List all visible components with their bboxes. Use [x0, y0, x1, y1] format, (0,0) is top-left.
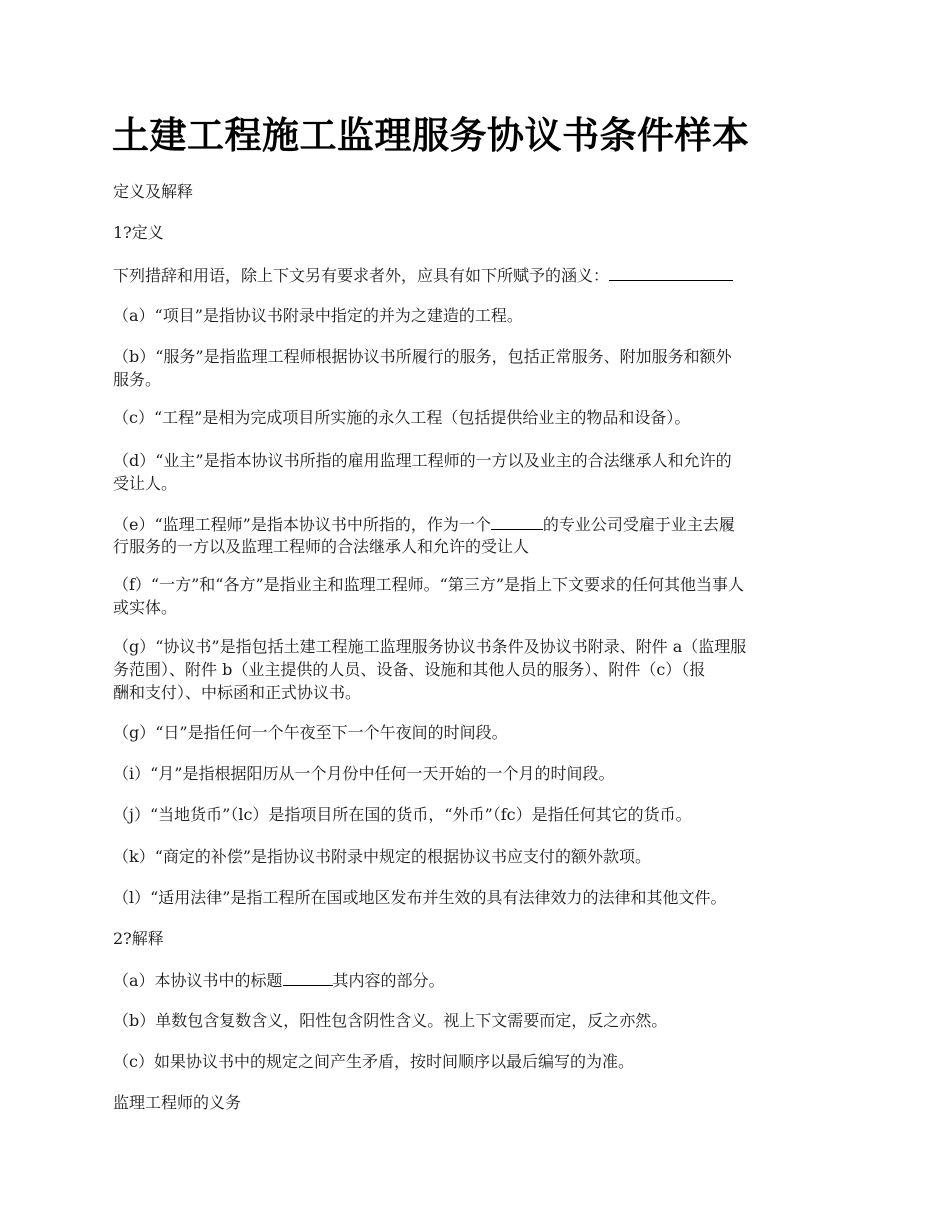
definition-g-line-2: 务范围）、附件 b（业主提供的人员、设备、设施和其他人员的服务）、附件（c）（报: [113, 660, 706, 679]
document-title: 土建工程施工监理服务协议书条件样本: [112, 114, 750, 157]
definition-a: （a）“项目”是指协议书附录中指定的并为之建造的工程。: [113, 306, 523, 325]
interpretation-b: （b）单数包含复数含义，阳性包含阴性含义。视上下文需要而定，反之亦然。: [113, 1011, 668, 1030]
interpretation-c: （c）如果协议书中的规定之间产生矛盾，按时间顺序以最后编写的为准。: [113, 1052, 634, 1071]
interpretation-a-text-start: （a）本协议书中的标题: [113, 971, 283, 990]
definition-b-line-2: 服务。: [113, 370, 162, 389]
definition-b-line-1: （b）“服务”是指监理工程师根据协议书所履行的服务，包括正常服务、附加服务和额外: [113, 347, 732, 366]
definition-i: （i）“月”是指根据阳历从一个月份中任何一天开始的一个月的时间段。: [113, 764, 615, 783]
paragraph-intro: [113, 263, 833, 287]
fill-in-blank: [491, 512, 543, 530]
section-heading-definitions-and-interpretation: 定义及解释: [113, 182, 194, 201]
definition-day: （g）“日”是指任何一个午夜至下一个午夜间的时间段。: [113, 723, 508, 742]
definition-e-line-1: [113, 512, 833, 536]
definition-e-text-end: 的专业公司受雇于业主去履: [542, 515, 735, 534]
definition-k: （k）“商定的补偿”是指协议书附录中规定的根据协议书应支付的额外款项。: [113, 847, 652, 866]
interpretation-a: [113, 968, 833, 992]
definition-d-line-2: 受让人。: [113, 474, 178, 493]
definition-d-line-1: （d）“业主”是指本协议书所指的雇用监理工程师的一方以及业主的合法继承人和允许的: [113, 451, 732, 470]
definition-l: （l）“适用法律”是指工程所在国或地区发布并生效的具有法律效力的法律和其他文件。: [113, 888, 727, 907]
definition-c: （c）“工程”是相为完成项目所实施的永久工程（包括提供给业主的物品和设备）。: [113, 408, 691, 427]
fill-in-blank: [283, 968, 333, 986]
subsection-heading-definitions: 1?定义: [113, 223, 164, 242]
paragraph-intro-text: 下列措辞和用语，除上下文另有要求者外，应具有如下所赋予的涵义：: [113, 266, 610, 285]
definition-g-line-3: 酬和支付）、中标函和正式协议书。: [113, 683, 362, 702]
fill-in-blank: [609, 263, 733, 281]
section-heading-engineer-duties: 监理工程师的义务: [113, 1093, 242, 1112]
definition-f-line-2: 或实体。: [113, 598, 178, 617]
definition-e-line-2: 行服务的一方以及监理工程师的合法继承人和允许的受让人: [113, 537, 530, 556]
definition-f-line-1: （f）“一方”和“各方”是指业主和监理工程师。“第三方”是指上下文要求的任何其他当事人: [113, 575, 745, 594]
definition-j: （j）“当地货币”（lc）是指项目所在国的货币，“外币”（fc）是指任何其它的货币。: [113, 805, 692, 824]
subsection-heading-interpretation: 2?解释: [113, 929, 164, 948]
definition-e-text-start: （e）“监理工程师”是指本协议书中所指的，作为一个: [113, 515, 491, 534]
definition-g-line-1: （g）“协议书”是指包括土建工程施工监理服务协议书条件及协议书附录、附件 a（监理服: [113, 637, 747, 656]
interpretation-a-text-end: 其内容的部分。: [332, 971, 445, 990]
